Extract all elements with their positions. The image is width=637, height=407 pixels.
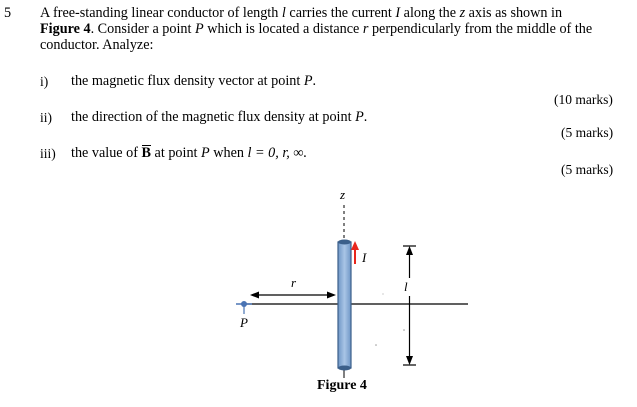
var-r: r (362, 21, 369, 37)
var-l: l (281, 5, 286, 21)
l-arrow-top (406, 246, 413, 255)
vector-B-letter: B (141, 145, 151, 161)
var-P: P (195, 21, 204, 37)
part-ii-marks: (5 marks) (561, 125, 614, 140)
var-P: P (303, 73, 313, 89)
r-arrow-right (327, 292, 336, 299)
question-text: along the (400, 5, 460, 21)
part-text: . (312, 73, 317, 89)
part-text: at point (150, 145, 202, 161)
part-iii-label: iii) (40, 146, 56, 161)
point-p-label: P (240, 315, 248, 330)
var-P: P (355, 109, 364, 125)
current-arrow-head (351, 241, 359, 250)
length-label: l (404, 279, 408, 294)
conductor (338, 242, 351, 368)
var-z: z (459, 5, 466, 21)
part-i-marks: (10 marks) (554, 92, 613, 107)
question-number: 5 (4, 5, 12, 21)
current-label: I (362, 250, 367, 265)
part-ii-label: ii) (40, 110, 52, 125)
part-text: . (363, 109, 368, 125)
question-text: A free-standing linear conductor of length (40, 5, 282, 21)
question-text: carries the current (285, 5, 396, 21)
conductor-bottom-cap (338, 366, 351, 371)
question-text: which is located a distance (203, 21, 363, 37)
part-iii-marks: (5 marks) (561, 162, 614, 177)
part-i-label: i) (40, 74, 49, 89)
speck (375, 344, 377, 346)
z-axis-label: z (340, 187, 346, 202)
var-I: I (395, 5, 401, 21)
l-arrow-bottom (406, 356, 413, 365)
r-label: r (291, 275, 297, 290)
part-text: the value of (71, 145, 142, 161)
r-arrow-left (250, 292, 259, 299)
question-text: perpendicularly from the middle of the (368, 21, 593, 37)
math-expression: l = 0, r, ∞. (247, 145, 308, 161)
question-text: axis as shown in (465, 5, 563, 21)
speck (382, 293, 383, 294)
part-text: the direction of the magnetic flux density at point (71, 109, 356, 125)
var-P: P (201, 145, 210, 161)
question-text: . Consider a point (90, 21, 196, 37)
question-line-3: conductor. Analyze: (40, 37, 154, 53)
conductor-top-cap (338, 240, 351, 245)
figure-caption: Figure 4 (317, 378, 367, 393)
figure-reference: Figure 4 (40, 21, 91, 37)
speck (403, 329, 405, 331)
part-text: when (209, 145, 248, 161)
part-text: the magnetic flux density vector at point (71, 73, 304, 89)
